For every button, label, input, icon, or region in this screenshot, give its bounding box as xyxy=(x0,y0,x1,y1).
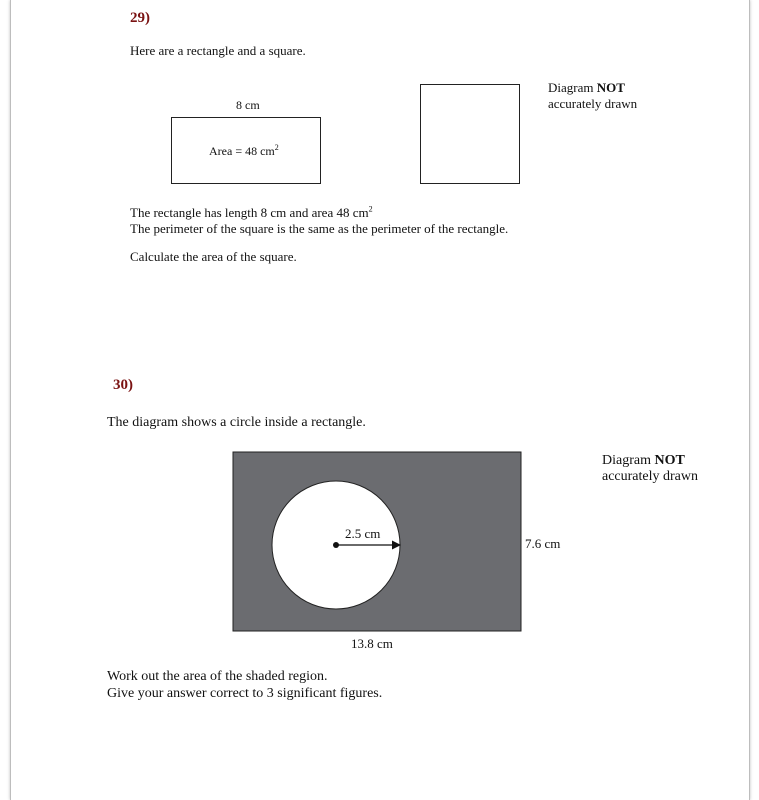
q29-rect-area-label: Area = 48 $cm^2$ xyxy=(209,143,279,158)
q30-line1: Work out the area of the shaded region. xyxy=(107,669,328,684)
q30-radius-label: 2.5 cm xyxy=(345,526,381,541)
q30-line2: Give your answer correct to 3 significant figures. xyxy=(107,686,383,701)
q30-height-label: 7.6 cm xyxy=(525,536,561,551)
q29-intro: Here are a rectangle and a square. xyxy=(130,43,306,58)
q30-width-label: 13.8 cm xyxy=(351,636,393,651)
q29-diagram-note: Diagram NOT accurately drawn xyxy=(548,80,638,111)
q29-line2: The perimeter of the square is the same as the perimeter of the rectangle. xyxy=(130,221,509,236)
q30-number: 30) xyxy=(113,377,133,393)
q29-question: Calculate the area of the square. xyxy=(130,249,297,264)
q29-number: 29) xyxy=(130,10,150,26)
q30-diagram-note: Diagram NOT accurately drawn xyxy=(602,453,698,484)
q30-intro: The diagram shows a circle inside a rectangle. xyxy=(107,415,366,430)
q29-rect-length-label: 8 cm xyxy=(236,98,260,112)
q29-line1: The rectangle has length 8 cm and area 48 $cm^2$ xyxy=(130,204,373,220)
